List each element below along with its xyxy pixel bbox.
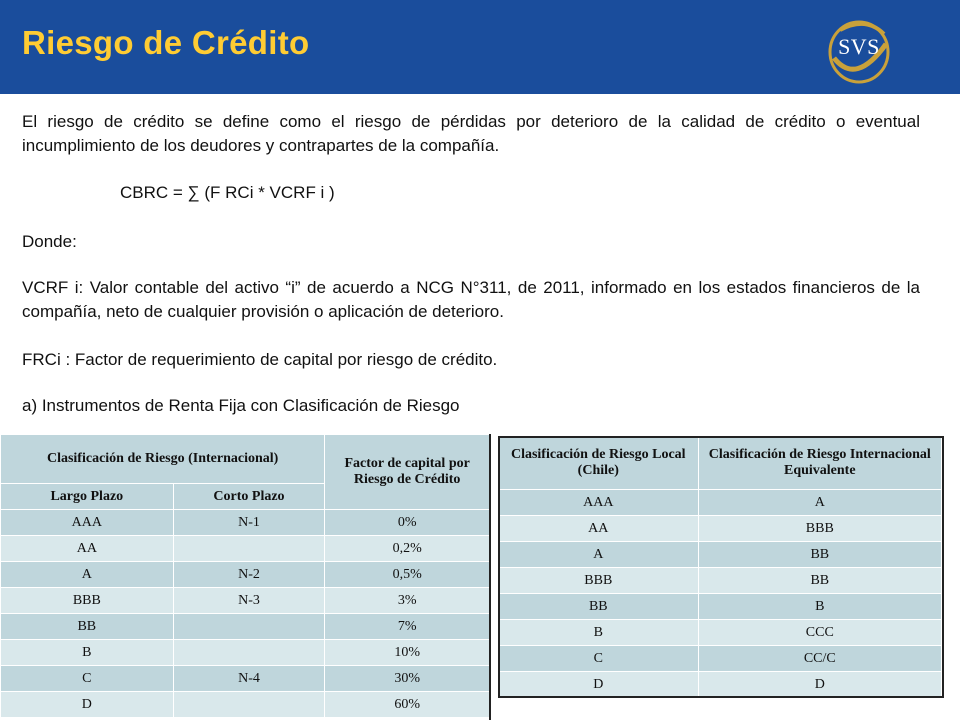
table2-cell: BB: [499, 594, 699, 620]
table2-cell: CCC: [698, 620, 941, 646]
table2-cell: A: [698, 490, 941, 516]
donde-label: Donde:: [22, 232, 77, 251]
table2-cell: B: [499, 620, 699, 646]
table2-cell: BBB: [499, 568, 699, 594]
table2-cell: B: [698, 594, 941, 620]
table1-cell: N-3: [173, 588, 325, 614]
table2-cell: D: [499, 672, 699, 698]
table1-cell: 60%: [325, 692, 490, 718]
table1-cell: 3%: [325, 588, 490, 614]
table2-cell: BBB: [698, 516, 941, 542]
table2-header-intl: Clasificación de Riesgo Internacional Equivalente: [698, 437, 941, 490]
table1-cell: 30%: [325, 666, 490, 692]
item-a-heading: a) Instrumentos de Renta Fija con Clasificación de Riesgo: [22, 396, 460, 415]
paragraph-vcrf: VCRF i: Valor contable del activo “i” de acuerdo a NCG N°311, de 2011, informado en los estados financieros de la compañía, neto de cualquier provisión o aplicación de deterioro.: [22, 278, 920, 321]
table1-col-corto: Corto Plazo: [173, 484, 325, 510]
table2-cell: BB: [698, 568, 941, 594]
logo-text: SVS: [838, 34, 880, 59]
svs-logo: [826, 14, 892, 86]
table2-frame: [498, 436, 944, 698]
table1-col-largo: Largo Plazo: [1, 484, 174, 510]
table2-cell: BB: [698, 542, 941, 568]
table2-header-local: Clasificación de Riesgo Local (Chile): [499, 437, 699, 490]
table1-cell: 0%: [325, 510, 490, 536]
table2-cell: AAA: [499, 490, 699, 516]
table1-cell: BBB: [1, 588, 174, 614]
table2-cell: C: [499, 646, 699, 672]
formula: CBRC = ∑ (F RCi * VCRF i ): [120, 183, 335, 202]
table1-cell: C: [1, 666, 174, 692]
table1-cell: 0,5%: [325, 562, 490, 588]
table2-cell: AA: [499, 516, 699, 542]
table1-cell: N-1: [173, 510, 325, 536]
table1-frame: [0, 434, 491, 720]
table1-cell: AAA: [1, 510, 174, 536]
table1-cell: N-4: [173, 666, 325, 692]
table2-cell: D: [698, 672, 941, 698]
table1-cell: BB: [1, 614, 174, 640]
table1-cell: D: [1, 692, 174, 718]
table2-cell: CC/C: [698, 646, 941, 672]
page-title: Riesgo de Crédito: [22, 24, 310, 61]
table1-cell: 7%: [325, 614, 490, 640]
table1-cell: AA: [1, 536, 174, 562]
table2-cell: A: [499, 542, 699, 568]
table1-header-group-label: Clasificación de Riesgo (Internacional): [46, 451, 279, 466]
table1-cell: 0,2%: [325, 536, 490, 562]
table1-header-factor-label: Factor de capital por Riesgo de Crédito: [344, 456, 470, 487]
table1-cell: 10%: [325, 640, 490, 666]
table1-cell: A: [1, 562, 174, 588]
paragraph-frci: FRCi : Factor de requerimiento de capital por riesgo de crédito.: [22, 350, 498, 369]
table1-cell: N-2: [173, 562, 325, 588]
table1-cell: B: [1, 640, 174, 666]
header-band: [0, 0, 960, 94]
paragraph-definition: El riesgo de crédito se define como el riesgo de pérdidas por deterioro de la calidad de crédito o eventual incumplimiento de los deudores y contrapartes de la compañía.: [22, 112, 920, 155]
